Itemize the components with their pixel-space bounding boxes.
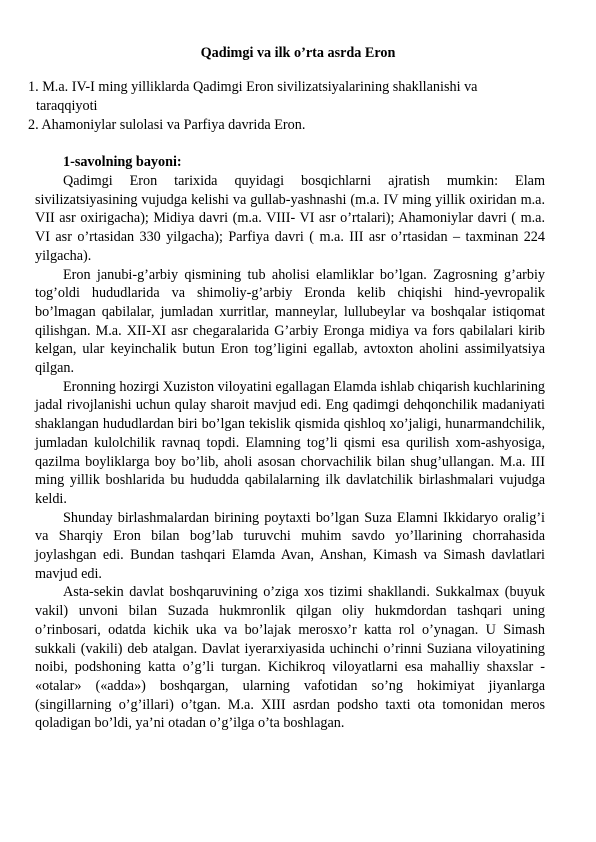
page-title: Qadimgi va ilk o’rta asrda Eron	[200, 45, 396, 61]
paragraph-2: Eron janubi-g’arbiy qismining tub aholisi elamliklar bo’lgan. Zagrosning g’arbiy tog’oldi hududlarida va shimoliy-g’arbiy Eronda kelib chiqishi hind-yevropalik bo’lmagan qabilalar, jumladan xurritlar, manneylar, lullubeylar va boshqalar istiqomat qilishgan. M.a. XII-XI asr chegaralarida G’arbiy Eronga midiya va fors qabilalari kirib kelgan, ular keyinchalik butun Eron tog’ligini egallab, avtoxton aholini assimilyatsiya qilgan.	[35, 266, 545, 377]
plan-item-1-line2: taraqqiyoti	[36, 98, 98, 114]
plan-item-2-line1: 2. Ahamoniylar sulolasi va Parfiya davrida Eron.	[28, 117, 306, 133]
body-text	[35, 172, 545, 733]
paragraph-3: Eronning hozirgi Xuziston viloyatini egallagan Elamda ishlab chiqarish kuchlarining jadal rivojlanishi uchun qulay sharoit mavjud edi. Eng qadimgi dehqonchilik madaniyati shaklangan hududlardan biri bo’lgan tekislik qismida qishloq xo’jaligi, hunarmandchilik, jumladan kulolchilik ravnaq topdi. Elamning tog’li qismi esa qurilish xom-ashyosiga, qazilma boyliklarga boy bo’lib, aholi asosan chorvachilik bilan shug’ullangan. M.a. III ming yillik boshlarida bu hududda qabilalarning ilk davlatchilik birlashmalari vujudga keldi.	[35, 378, 546, 507]
paragraph-4: Shunday birlashmalardan birining poytaxti bo’lgan Suza Elamni Ikkidaryo oralig’i va Sharqiy Eron bilan bog’lab turuvchi muhim savdo yo’llarining chorrahasida joylashgan edi. Bundan tashqari Elamda Avan, Anshan, Kimash va Simash davlatlari mavjud edi.	[35, 509, 545, 582]
section-heading: 1-savolning bayoni:	[63, 154, 182, 170]
paragraph-5: Asta-sekin davlat boshqaruvining o’ziga xos tizimi shakllandi. Sukkalmax (buyuk vakil) unvoni bilan Suzada hukmronlik qilgan oliy hukmdordan tashqari uning o’rinbosari, odatda kichik uka va bo’lajak merosxo’r katta rol o’ynagan. U Simash sukkali (vakili) deb atalgan. Davlat iyerarxiyasida uchinchi o’rinni Suziana viloyatining noibi, podshoning katta o’g’li turgan. Kichikroq viloyatlarni esa mahalliy shaxslar - «otalar» («adda») boshqargan, ularning vafotidan so’ng hokimiyat jiyanlarga (singillarning o’g’illari) o’tgan. M.a. XIII asrdan podsho taxti ota tomonidan meros qoladigan bo’ldi, ya’ni otadan o’g’ilga o’ta boshlagan.	[35, 584, 545, 732]
plan-item-1-line1: 1. M.a. IV-I ming yilliklarda Qadimgi Eron sivilizatsiyalarining shakllanishi va	[28, 79, 478, 95]
plan-item-2	[28, 116, 548, 135]
plan-item-1	[28, 78, 548, 116]
paragraph-1: Qadimgi Eron tarixida quyidagi bosqichlarni ajratish mumkin: Elam sivilizatsiyasining vujudga kelishi va gullab-yashnashi (m.a. IV ming yillik oxiridan m.a. VII asr oxirigacha); Midiya davri (m.a. VIII- VI asr o’rtalari); Ahamoniylar davri ( m.a. VI asr o’rtasidan 330 yilgacha); Parfiya davri ( m.a. III asr o’rtasidan – taxminan 224 yilgacha).	[35, 173, 545, 264]
lecture-plan	[28, 78, 548, 135]
